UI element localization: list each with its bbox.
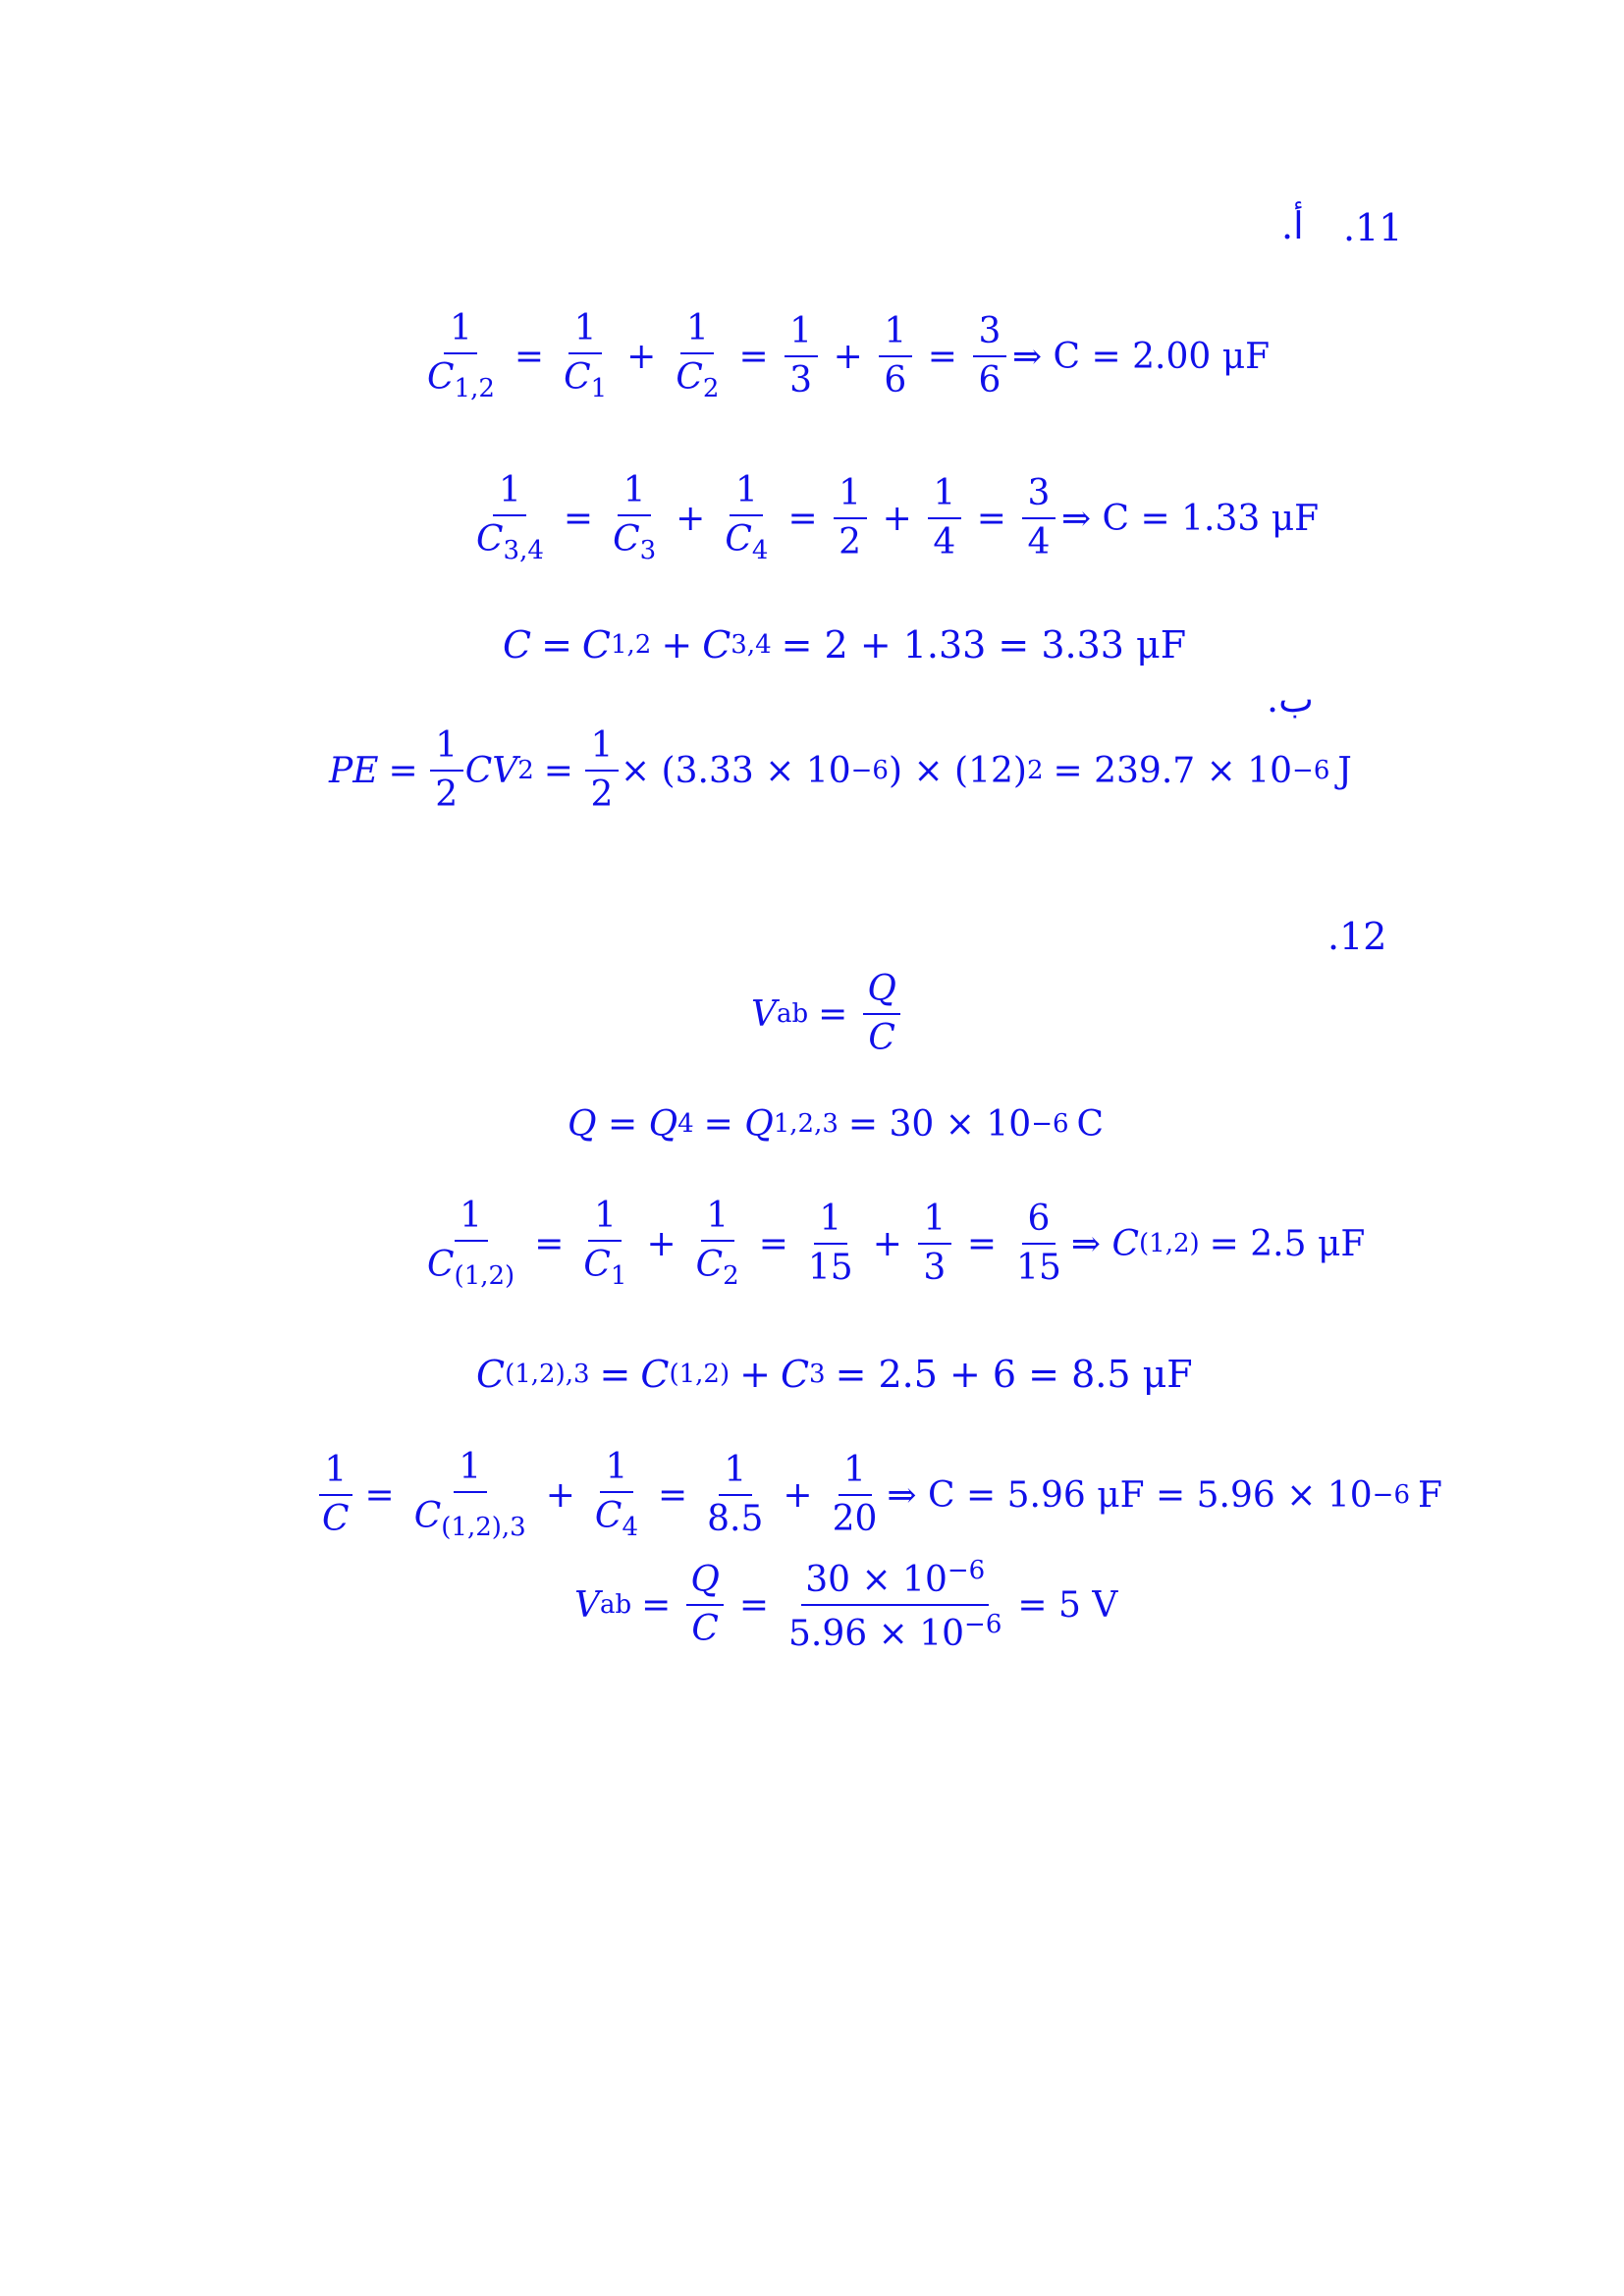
fraction: $\frac{Q}{C}$ [686,1563,724,1647]
fraction: $\frac{1}{2}$ [430,728,463,813]
part-a-label: أ. [1281,204,1304,247]
fraction: $\frac{1}{C_4}$ [594,1446,638,1543]
fraction: $\frac{3}{4}$ [1022,476,1056,561]
equation-c123-parallel: C (1,2),3 = C (1,2) + C 3 = 2.5 + 6 = 8.5 μF [476,1353,1193,1396]
fraction: $\frac{1}{C_1}$ [583,1195,627,1292]
equation-c34: $\frac{1}{C_{3,4}}$ = $\frac{1}{C_3}$ + $\frac{1}{C_4}$ = $\frac{1}{2}$ + $\frac{1}{4}$ = $\frac{3}{4}$ ⇒ C = 1.33 μF [466,474,1319,562]
fraction: $\frac{3}{6}$ [973,314,1006,399]
fraction: $\frac{1}{2}$ [834,476,867,561]
fraction: $\frac{1}{C}$ [318,1453,353,1537]
fraction: $\frac{1}{15}$ [807,1199,853,1288]
equation-energy: PE = $\frac{1}{2}$ CV 2 = $\frac{1}{2}$ × (3.33 × 10 −6 ) × (12) 2 = 239.7 × 10 −6 J [329,725,1352,815]
fraction: $\frac{1}{C_{(1,2),3}}$ [413,1446,526,1543]
fraction: $\frac{1}{C_2}$ [676,307,720,404]
fraction: $\frac{1}{8.5}$ [707,1450,764,1539]
equation-vab-result: V ab = $\frac{Q}{C}$ = $\frac{30 \times 10^{-6}}{5.96 \times 10^{-6}}$ = 5 V [574,1556,1118,1654]
fraction: $\frac{1}{C_{3,4}}$ [476,469,544,566]
result: ⇒ C = 2.00 μF [1011,336,1271,377]
fraction: $\frac{Q}{C}$ [863,972,900,1056]
equation-c12-series: $\frac{1}{C_{(1,2)}}$ = $\frac{1}{C_1}$ + $\frac{1}{C_2}$ = $\frac{1}{15}$ + $\frac{1}{3}$ = $\frac{6}{15}$ ⇒ C (1,2) = 2.5 μF [417,1200,1365,1288]
fraction: $\frac{1}{C_{(1,2)}}$ [427,1195,515,1292]
question-12-number: .12 [1327,915,1387,958]
result: ⇒ C = 1.33 μF [1060,498,1320,539]
equation-c-total-series: $\frac{1}{C}$ = $\frac{1}{C_{(1,2),3}}$ + $\frac{1}{C_4}$ = $\frac{1}{8.5}$ + $\frac{1}{20}$ ⇒ C = 5.96 μF = 5.96 × 10 −6 F [316,1451,1442,1539]
part-b-label: ب. [1267,677,1314,721]
fraction: $\frac{1}{C_{1,2}}$ [427,307,495,404]
fraction: $\frac{1}{20}$ [832,1450,878,1539]
fraction: $\frac{1}{C_1}$ [564,307,608,404]
fraction: $\frac{1}{4}$ [928,476,961,561]
equation-c12: $\frac{1}{C_{1,2}}$ = $\frac{1}{C_1}$ + $\frac{1}{C_2}$ = $\frac{1}{3}$ + $\frac{1}{6}$ = $\frac{3}{6}$ ⇒ C = 2.00 μF [417,312,1270,400]
equation-c-total: C = C 1,2 + C 3,4 = 2 + 1.33 = 3.33 μF [503,623,1187,667]
equation-vab-definition: V ab = $\frac{Q}{C}$ [751,970,906,1058]
fraction: $\frac{6}{15}$ [1016,1199,1061,1288]
fraction: $\frac{1}{6}$ [879,314,912,399]
fraction: $\frac{1}{3}$ [918,1201,951,1286]
fraction: $\frac{30 \times 10^{-6}}{5.96 \times 10^{-6}}$ [788,1556,1002,1654]
fraction: $\frac{1}{C_3}$ [613,469,657,566]
fraction: $\frac{1}{3}$ [785,314,818,399]
question-11-number: .11 [1343,206,1403,249]
fraction: $\frac{1}{2}$ [585,728,619,813]
fraction: $\frac{1}{C_2}$ [695,1195,739,1292]
fraction: $\frac{1}{C_4}$ [725,469,769,566]
equation-charge: Q = Q 4 = Q 1,2,3 = 30 × 10 −6 C [568,1103,1105,1145]
